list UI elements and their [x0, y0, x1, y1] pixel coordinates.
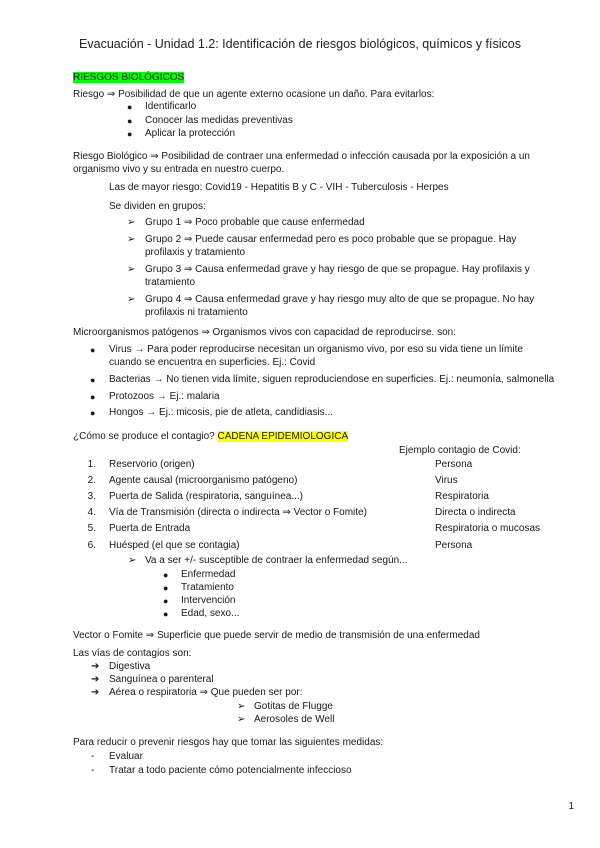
example-header: Ejemplo contagio de Covid:: [399, 445, 521, 456]
riesgo-biologico-line2: organismo vivo y su entrada en nuestro cuerpo.: [73, 164, 285, 175]
contagio-question-text: ¿Cómo se produce el contagio?: [73, 431, 215, 442]
bullet-icon: ●: [90, 345, 96, 355]
chain-number: 4.: [87, 507, 96, 518]
chain-label: Huésped (el que se contagia): [109, 540, 240, 551]
dash-icon: -: [91, 751, 95, 762]
chain-number: 6.: [87, 540, 96, 551]
bullet-icon: ●: [163, 570, 169, 580]
arrow-bullet-icon: ➢: [127, 294, 136, 305]
arrow-bullet-icon: ➢: [237, 714, 246, 725]
factor-item: Intervención: [181, 595, 236, 606]
via-item: Digestiva: [109, 661, 151, 672]
via-item: Sanguínea o parenteral: [109, 674, 214, 685]
grupo-item: Grupo 1 ⇒ Poco probable que cause enfermedad: [145, 217, 365, 228]
microorganismos-definition: Microorganismos patógenos ⇒ Organismos vivos con capacidad de reproducirse. son:: [73, 327, 457, 338]
grupo-item-cont: profilaxis y tratamiento: [145, 247, 246, 258]
bullet-icon: ●: [127, 129, 133, 139]
bold-arrow-icon: ➔: [91, 687, 100, 698]
bullet-icon: ●: [90, 392, 96, 402]
chain-number: 2.: [87, 475, 96, 486]
factor-item: Edad, sexo...: [181, 608, 240, 619]
list-item: Aplicar la protección: [145, 128, 236, 139]
list-item: Conocer las medidas preventivas: [145, 115, 293, 126]
microorganismo-item: Protozoos → Ej.: malaria: [109, 391, 220, 402]
vector-definition: Vector o Fomite ⇒ Superficie que puede servir de medio de transmisión de una enfermedad: [73, 630, 480, 641]
chain-label: Puerta de Entrada: [109, 523, 191, 534]
bullet-icon: ●: [163, 596, 169, 606]
section-heading: [73, 72, 184, 84]
bullet-icon: ●: [90, 375, 96, 385]
chain-example: Virus: [435, 475, 458, 486]
riesgo-definition: Riesgo ⇒ Posibilidad de que un agente externo ocasione un daño. Para evitarlos:: [73, 89, 435, 100]
bullet-icon: ●: [163, 583, 169, 593]
grupo-item-cont: profilaxis ni tratamiento: [145, 307, 248, 318]
medida-item: Tratar a todo paciente cómo potencialmente infeccioso: [109, 765, 352, 776]
chain-label: Puerta de Salida (respiratoria, sanguínea...): [109, 491, 303, 502]
arrow-bullet-icon: ➢: [127, 234, 136, 245]
microorganismo-item: Bacterias → No tienen vida límite, siguen reproduciendose en superficies. Ej.: neumonía, salmonella: [109, 374, 555, 385]
bullet-icon: ●: [127, 116, 133, 126]
microorganismo-item: Virus → Para poder reproducirse necesitan un organismo vivo, por eso su vida tiene un límite: [109, 344, 523, 355]
arrow-bullet-icon: ➢: [128, 555, 137, 566]
chain-label: Agente causal (microorganismo patógeno): [109, 475, 298, 486]
bold-arrow-icon: ➔: [91, 674, 100, 685]
microorganismo-item-cont: cuando se encuentra en superficies. Ej.: Covid: [109, 357, 316, 368]
mayor-riesgo: Las de mayor riesgo: Covid19 - Hepatitis B y C - VIH - Tuberculosis - Herpes: [109, 182, 449, 193]
via-item: Aérea o respiratoria ⇒ Que pueden ser por:: [109, 687, 303, 698]
via-sub-item: Gotitas de Flugge: [254, 701, 333, 712]
document-title: Evacuación - Unidad 1.2: Identificación de riesgos biológicos, químicos y físicos: [79, 37, 521, 51]
section-heading-text: RIESGOS BIOLÓGICOS: [73, 72, 185, 83]
grupos-intro: Se dividen en grupos:: [109, 201, 206, 212]
chain-number: 3.: [87, 491, 96, 502]
list-item: Identificarlo: [145, 101, 197, 112]
factor-item: Tratamiento: [181, 582, 234, 593]
bold-arrow-icon: ➔: [91, 661, 100, 672]
chain-example: Directa o indirecta: [435, 507, 516, 518]
contagio-question: [73, 431, 348, 443]
page-number: 1: [568, 801, 574, 812]
bullet-icon: ●: [127, 102, 133, 112]
bullet-icon: ●: [90, 408, 96, 418]
microorganismo-item: Hongos → Ej.: micosis, pie de atleta, candidiasis...: [109, 407, 333, 418]
dash-icon: -: [91, 765, 95, 776]
arrow-bullet-icon: ➢: [127, 264, 136, 275]
chain-number: 1.: [87, 459, 96, 470]
chain-number: 5.: [87, 523, 96, 534]
via-sub-item: Aerosoles de Well: [254, 714, 335, 725]
arrow-bullet-icon: ➢: [127, 217, 136, 228]
grupo-item: Grupo 4 ⇒ Causa enfermedad grave y hay riesgo muy alto de que se propague. No hay: [145, 294, 535, 305]
vias-intro: Las vías de contagios son:: [73, 648, 192, 659]
chain-example: Persona: [435, 540, 473, 551]
riesgo-biologico-line1: Riesgo Biológico ⇒ Posibilidad de contraer una enfermedad o infección causada por la exposición a un: [73, 151, 530, 162]
chain-label: Vía de Transmisión (directa o indirecta ⇒ Vector o Fomite): [109, 507, 367, 518]
chain-label: Reservorio (origen): [109, 459, 195, 470]
susceptible-note: Va a ser +/- susceptible de contraer la enfermedad según...: [145, 555, 408, 566]
grupo-item: Grupo 2 ⇒ Puede causar enfermedad pero es poco probable que se propague. Hay: [145, 234, 517, 245]
factor-item: Enfermedad: [181, 569, 236, 580]
arrow-bullet-icon: ➢: [237, 701, 246, 712]
grupo-item-cont: tratamiento: [145, 277, 196, 288]
chain-example: Persona: [435, 459, 473, 470]
grupo-item: Grupo 3 ⇒ Causa enfermedad grave y hay riesgo de que se propague. Hay profilaxis y: [145, 264, 530, 275]
bullet-icon: ●: [163, 609, 169, 619]
chain-example: Respiratoria o mucosas: [435, 523, 541, 534]
cadena-epidemiologica-highlight: CADENA EPIDEMIOLOGICA: [217, 431, 349, 442]
chain-example: Respiratoria: [435, 491, 489, 502]
medidas-intro: Para reducir o prevenir riesgos hay que tomar las siguientes medidas:: [73, 737, 384, 748]
medida-item: Evaluar: [109, 751, 143, 762]
